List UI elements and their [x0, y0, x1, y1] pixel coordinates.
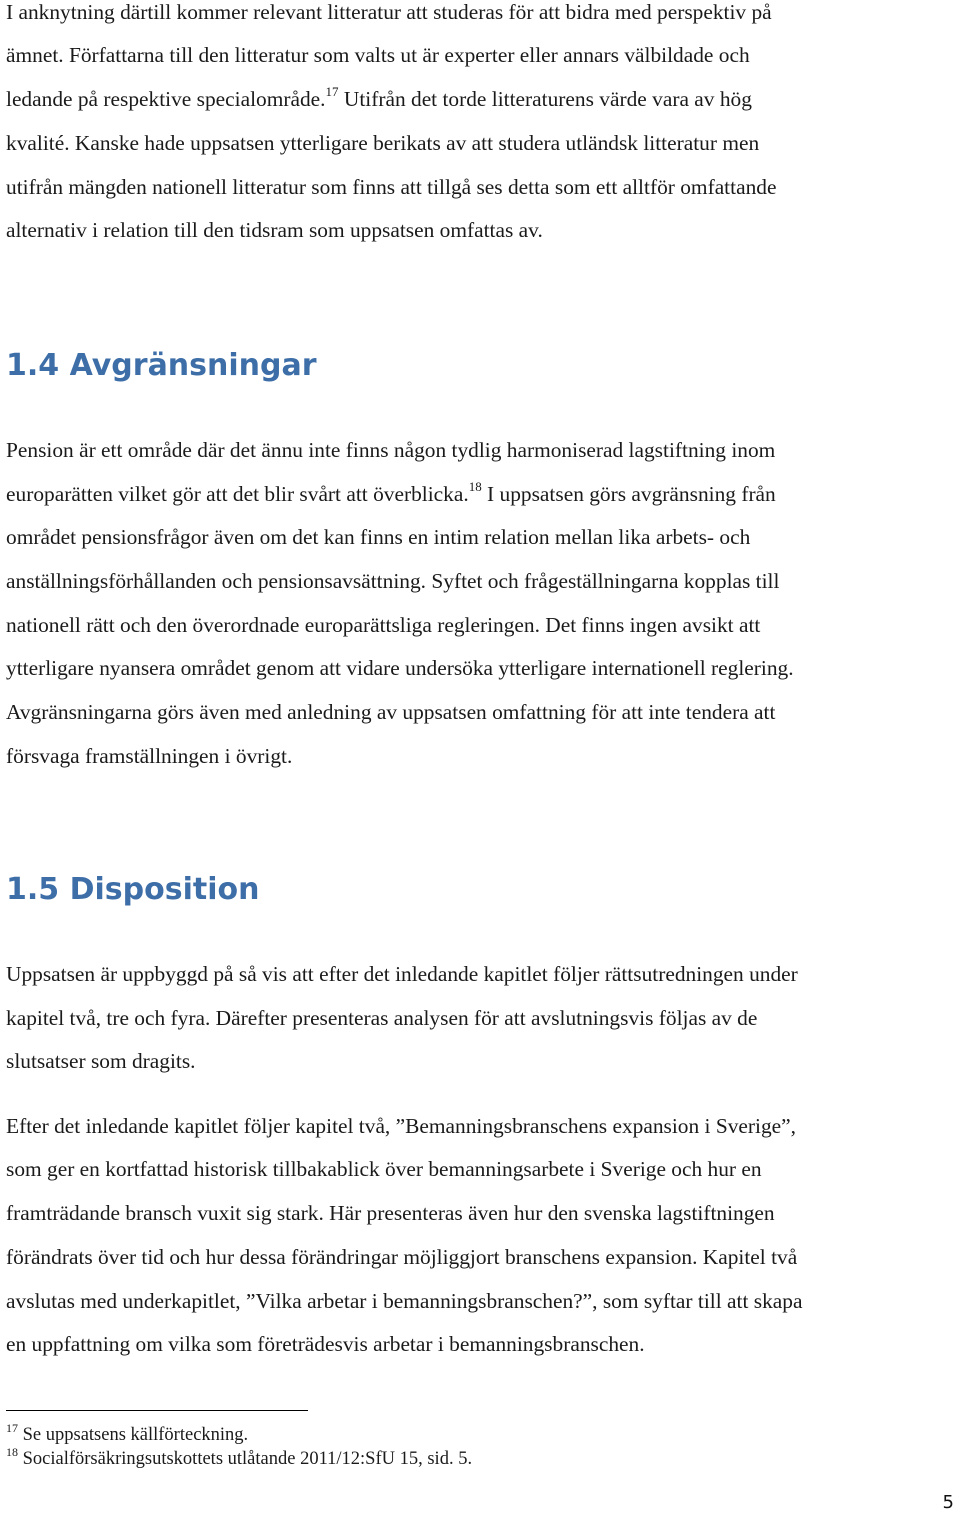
- body-text-line: kapitel två, tre och fyra. Därefter presenteras analysen för att avslutningsvis följas av de: [6, 1006, 758, 1030]
- body-text-line: nationell rätt och den överordnade europarättsliga regleringen. Det finns ingen avsikt att: [6, 613, 761, 637]
- footnote-separator: [6, 1410, 308, 1411]
- body-text-line: Pension är ett område där det ännu inte finns någon tydlig harmoniserad lagstiftning inom: [6, 438, 776, 462]
- footnote-reference[interactable]: 17: [325, 84, 339, 99]
- body-text: europarätten vilket gör att det blir svårt att överblicka.: [6, 482, 469, 506]
- body-text-line: [6, 84, 752, 117]
- body-text-line: som ger en kortfattad historisk tillbakablick över bemanningsarbete i Sverige och hur en: [6, 1157, 762, 1181]
- footnote-number: 17: [6, 1421, 18, 1435]
- footnote-reference[interactable]: 18: [468, 479, 482, 494]
- body-text-line: området pensionsfrågor även om det kan finns en intim relation mellan lika arbets- och: [6, 525, 751, 549]
- section-heading-avgransningar: 1.4 Avgränsningar: [6, 348, 317, 383]
- footnote-text: Socialförsäkringsutskottets utlåtande 2011/12:SfU 15, sid. 5.: [18, 1449, 473, 1469]
- body-text-line: ytterligare nyansera området genom att vidare undersöka ytterligare internationell reglering.: [6, 656, 794, 680]
- footnote-number: 18: [6, 1445, 18, 1459]
- body-text-line: kvalité. Kanske hade uppsatsen ytterligare berikats av att studera utländsk litteratur men: [6, 131, 760, 155]
- section-heading-disposition: 1.5 Disposition: [6, 872, 260, 907]
- body-text-line: ämnet. Författarna till den litteratur som valts ut är experter eller annars välbildade och: [6, 43, 750, 67]
- footnote-17: [6, 1421, 249, 1447]
- footnote-text: Se uppsatsens källförteckning.: [18, 1425, 249, 1445]
- body-text-line: en uppfattning om vilka som företrädesvis arbetar i bemanningsbranschen.: [6, 1332, 645, 1356]
- body-text: ledande på respektive specialområde.: [6, 87, 326, 111]
- footnote-18: [6, 1445, 473, 1471]
- body-text: Utifrån det torde litteraturens värde vara av hög: [338, 87, 752, 111]
- body-text-line: försvaga framställningen i övrigt.: [6, 744, 293, 768]
- body-text-line: slutsatser som dragits.: [6, 1049, 196, 1073]
- body-text-line: Uppsatsen är uppbyggd på så vis att efter det inledande kapitlet följer rättsutredningen under: [6, 962, 798, 986]
- body-text-line: Avgränsningarna görs även med anledning av uppsatsen omfattning för att inte tendera att: [6, 700, 776, 724]
- body-text-line: [6, 479, 776, 512]
- body-text-line: anställningsförhållanden och pensionsavsättning. Syftet och frågeställningarna kopplas till: [6, 569, 780, 593]
- body-text-line: framträdande bransch vuxit sig stark. Här presenteras även hur den svenska lagstiftningen: [6, 1201, 775, 1225]
- body-text-line: alternativ i relation till den tidsram som uppsatsen omfattas av.: [6, 218, 543, 242]
- body-text-line: utifrån mängden nationell litteratur som finns att tillgå ses detta som ett alltför omfattande: [6, 175, 777, 199]
- body-text-line: Efter det inledande kapitlet följer kapitel två, ”Bemanningsbranschens expansion i Sverige”,: [6, 1114, 797, 1138]
- body-text-line: förändrats över tid och hur dessa förändringar möjliggjort branschens expansion. Kapitel två: [6, 1245, 798, 1269]
- body-text-line: I anknytning därtill kommer relevant litteratur att studeras för att bidra med perspektiv på: [6, 0, 772, 24]
- page-number: 5: [942, 1492, 954, 1513]
- body-text-line: avslutas med underkapitlet, ”Vilka arbetar i bemanningsbranschen?”, som syftar till att skapa: [6, 1289, 803, 1313]
- body-text: I uppsatsen görs avgränsning från: [481, 482, 776, 506]
